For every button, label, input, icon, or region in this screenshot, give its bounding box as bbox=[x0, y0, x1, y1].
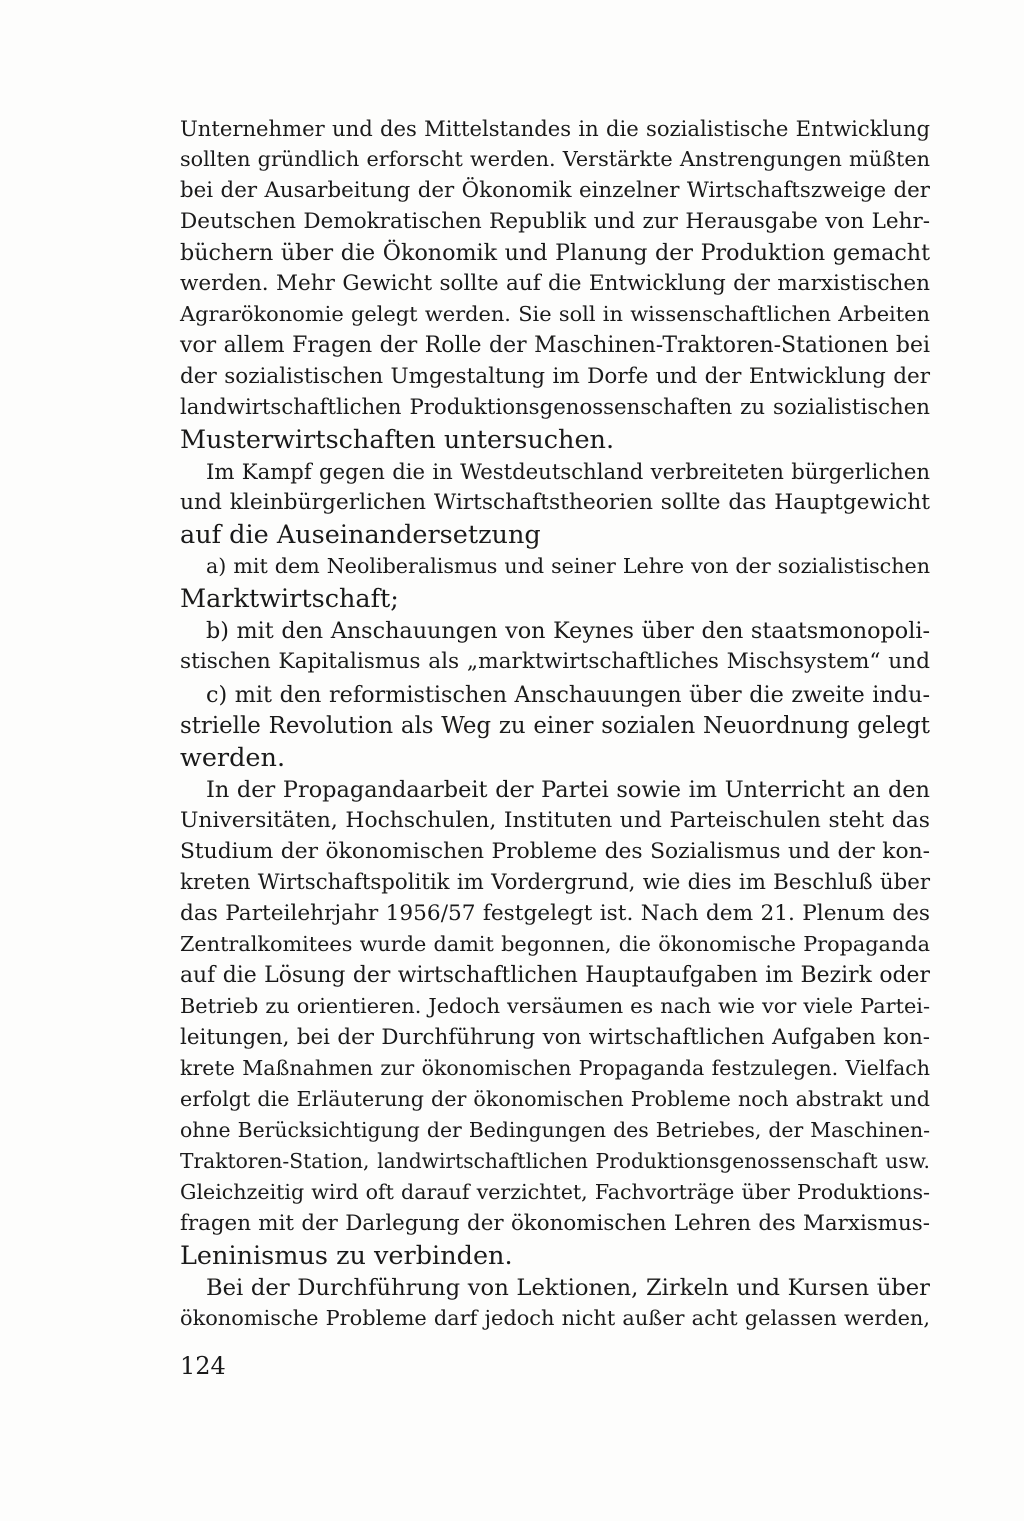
text-line: Bei der Durchführung von Lektionen, Zirkeln und Kursen über bbox=[206, 1275, 930, 1301]
text-line: landwirtschaftlichen Produktionsgenossenschaften zu sozialistischen bbox=[180, 395, 930, 420]
text-line: krete Maßnahmen zur ökonomischen Propaganda festzulegen. Vielfach bbox=[180, 1056, 930, 1080]
text-line: leitungen, bei der Durchführung von wirtschaftlichen Aufgaben kon- bbox=[180, 1025, 930, 1050]
text-line: Studium der ökonomischen Probleme des Sozialismus und der kon- bbox=[180, 839, 930, 864]
text-line: strielle Revolution als Weg zu einer sozialen Neuordnung gelegt bbox=[180, 713, 930, 739]
list-item-a: a) mit dem Neoliberalismus und seiner Lehre von der sozialistischen bbox=[206, 554, 930, 578]
text-line: In der Propagandaarbeit der Partei sowie im Unterricht an den bbox=[206, 777, 930, 803]
text-line: und kleinbürgerlichen Wirtschaftstheorien sollte das Hauptgewicht bbox=[180, 490, 930, 515]
text-line: Unternehmer und des Mittelstandes in die sozialistische Entwicklung bbox=[180, 116, 930, 141]
text-line: erfolgt die Erläuterung der ökonomischen Probleme noch abstrakt und bbox=[180, 1087, 930, 1111]
text-line: Traktoren-Station, landwirtschaftlichen Produktionsgenossenschaft usw. bbox=[180, 1149, 930, 1173]
page-number: 124 bbox=[180, 1352, 226, 1380]
text-line: der sozialistischen Umgestaltung im Dorfe und der Entwicklung der bbox=[180, 364, 930, 389]
text-line: kreten Wirtschaftspolitik im Vordergrund, wie dies im Beschluß über bbox=[180, 870, 930, 895]
text-line: Betrieb zu orientieren. Jedoch versäumen es nach wie vor viele Partei- bbox=[180, 994, 930, 1018]
text-line: Agrarökonomie gelegt werden. Sie soll in wissenschaftlichen Arbeiten bbox=[180, 302, 930, 326]
list-item-c: c) mit den reformistischen Anschauungen über die zweite indu- bbox=[206, 682, 930, 708]
text-line: Im Kampf gegen die in Westdeutschland verbreiteten bürgerlichen bbox=[206, 459, 930, 484]
text-line: werden. bbox=[180, 743, 286, 773]
text-line: Leninismus zu verbinden. bbox=[180, 1241, 513, 1271]
text-line: Universitäten, Hochschulen, Instituten und Parteischulen steht das bbox=[180, 808, 930, 833]
list-item-b: b) mit den Anschauungen von Keynes über den staatsmonopoli- bbox=[206, 618, 930, 644]
text-line: sollten gründlich erforscht werden. Verstärkte Anstrengungen müßten bbox=[180, 147, 930, 171]
text-line: stischen Kapitalismus als „marktwirtschaftliches Mischsystem“ und bbox=[180, 649, 930, 674]
text-line: auf die Auseinandersetzung bbox=[180, 520, 541, 550]
text-line: vor allem Fragen der Rolle der Maschinen-Traktoren-Stationen bei bbox=[180, 333, 930, 358]
text-line: werden. Mehr Gewicht sollte auf die Entwicklung der marxistischen bbox=[180, 271, 930, 296]
text-line: ohne Berücksichtigung der Bedingungen des Betriebes, der Maschinen- bbox=[180, 1118, 930, 1142]
text-line: büchern über die Ökonomik und Planung der Produktion gemacht bbox=[180, 240, 930, 266]
text-line: bei der Ausarbeitung der Ökonomik einzelner Wirtschaftszweige der bbox=[180, 178, 930, 203]
text-line: Zentralkomitees wurde damit begonnen, die ökonomische Propaganda bbox=[180, 932, 930, 956]
text-line: Marktwirtschaft; bbox=[180, 584, 399, 614]
text-line: auf die Lösung der wirtschaftlichen Hauptaufgaben im Bezirk oder bbox=[180, 963, 930, 988]
text-line: Deutschen Demokratischen Republik und zur Herausgabe von Lehr- bbox=[180, 209, 930, 234]
text-line: das Parteilehrjahr 1956/57 festgelegt ist. Nach dem 21. Plenum des bbox=[180, 901, 930, 926]
text-line: ökonomische Probleme darf jedoch nicht außer acht gelassen werden, bbox=[180, 1306, 930, 1330]
text-line: Musterwirtschaften untersuchen. bbox=[180, 425, 615, 455]
text-line: fragen mit der Darlegung der ökonomischen Lehren des Marxismus- bbox=[180, 1211, 930, 1236]
text-line: Gleichzeitig wird oft darauf verzichtet, Fachvorträge über Produktions- bbox=[180, 1180, 930, 1204]
